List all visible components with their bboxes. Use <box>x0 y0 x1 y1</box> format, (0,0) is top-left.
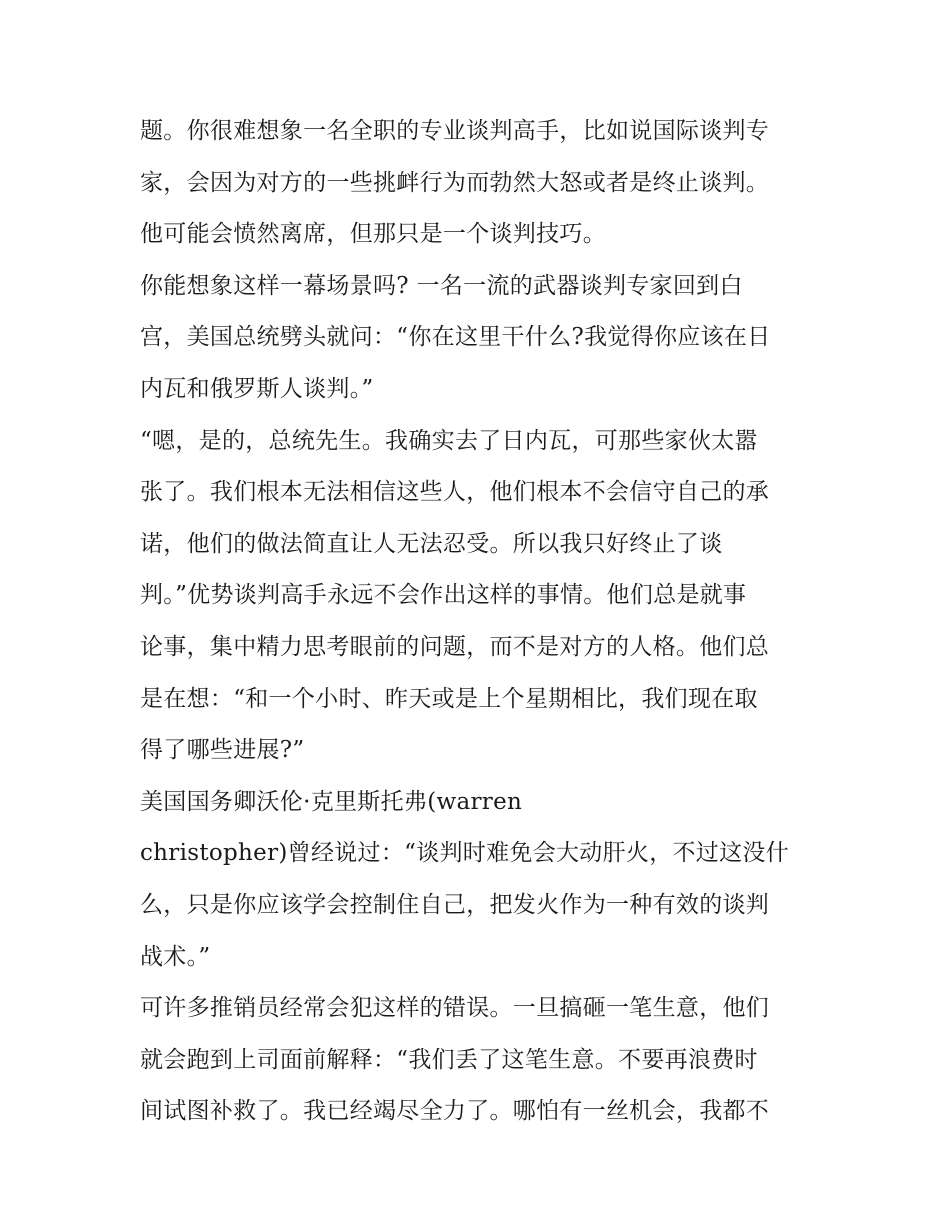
text-line: 间试图补救了。我已经竭尽全力了。哪怕有一丝机会，我都不 <box>140 1098 770 1125</box>
text-line: 题。你很难想象一名全职的专业谈判高手，比如说国际谈判专 <box>140 118 770 144</box>
text-line: 是在想：“和一个小时、昨天或是上个星期相比，我们现在取 <box>140 685 758 712</box>
text-line: 就会跑到上司面前解释：“我们丢了这笔生意。不要再浪费时 <box>140 1046 758 1073</box>
text-line: 得了哪些进展?” <box>140 737 305 764</box>
text-line: 么，只是你应该学会控制住自己，把发火作为一种有效的谈判 <box>140 891 770 918</box>
text-line: 张了。我们根本无法相信这些人，他们根本不会信守自己的承 <box>140 479 770 506</box>
text-line: christopher)曾经说过：“谈判时难免会大动肝火，不过这没什 <box>140 840 790 867</box>
text-line: 诺，他们的做法简直让人无法忍受。所以我只好终止了谈 <box>140 530 723 557</box>
text-line: 他可能会愤然离席，但那只是一个谈判技巧。 <box>140 221 606 248</box>
text-line: 你能想象这样一幕场景吗? 一名一流的武器谈判专家回到白 <box>140 272 743 299</box>
text-line: 宫，美国总统劈头就问：“你在这里干什么?我觉得你应该在日 <box>140 324 771 351</box>
text-line: “嗯，是的，总统先生。我确实去了日内瓦，可那些家伙太嚣 <box>140 427 758 454</box>
text-line: 论事，集中精力思考眼前的问题，而不是对方的人格。他们总 <box>140 633 770 660</box>
text-line: 可许多推销员经常会犯这样的错误。一旦搞砸一笔生意，他们 <box>140 995 770 1022</box>
body-text <box>140 106 820 1138</box>
text-line: 家，会因为对方的一些挑衅行为而勃然大怒或者是终止谈判。 <box>140 169 770 196</box>
text-line: 判。”优势谈判高手永远不会作出这样的事情。他们总是就事 <box>140 582 747 609</box>
text-line: 内瓦和俄罗斯人谈判。” <box>140 375 374 402</box>
text-line: 战术。” <box>140 943 211 970</box>
text-line: 美国国务卿沃伦·克里斯托弗(warren <box>140 788 523 815</box>
